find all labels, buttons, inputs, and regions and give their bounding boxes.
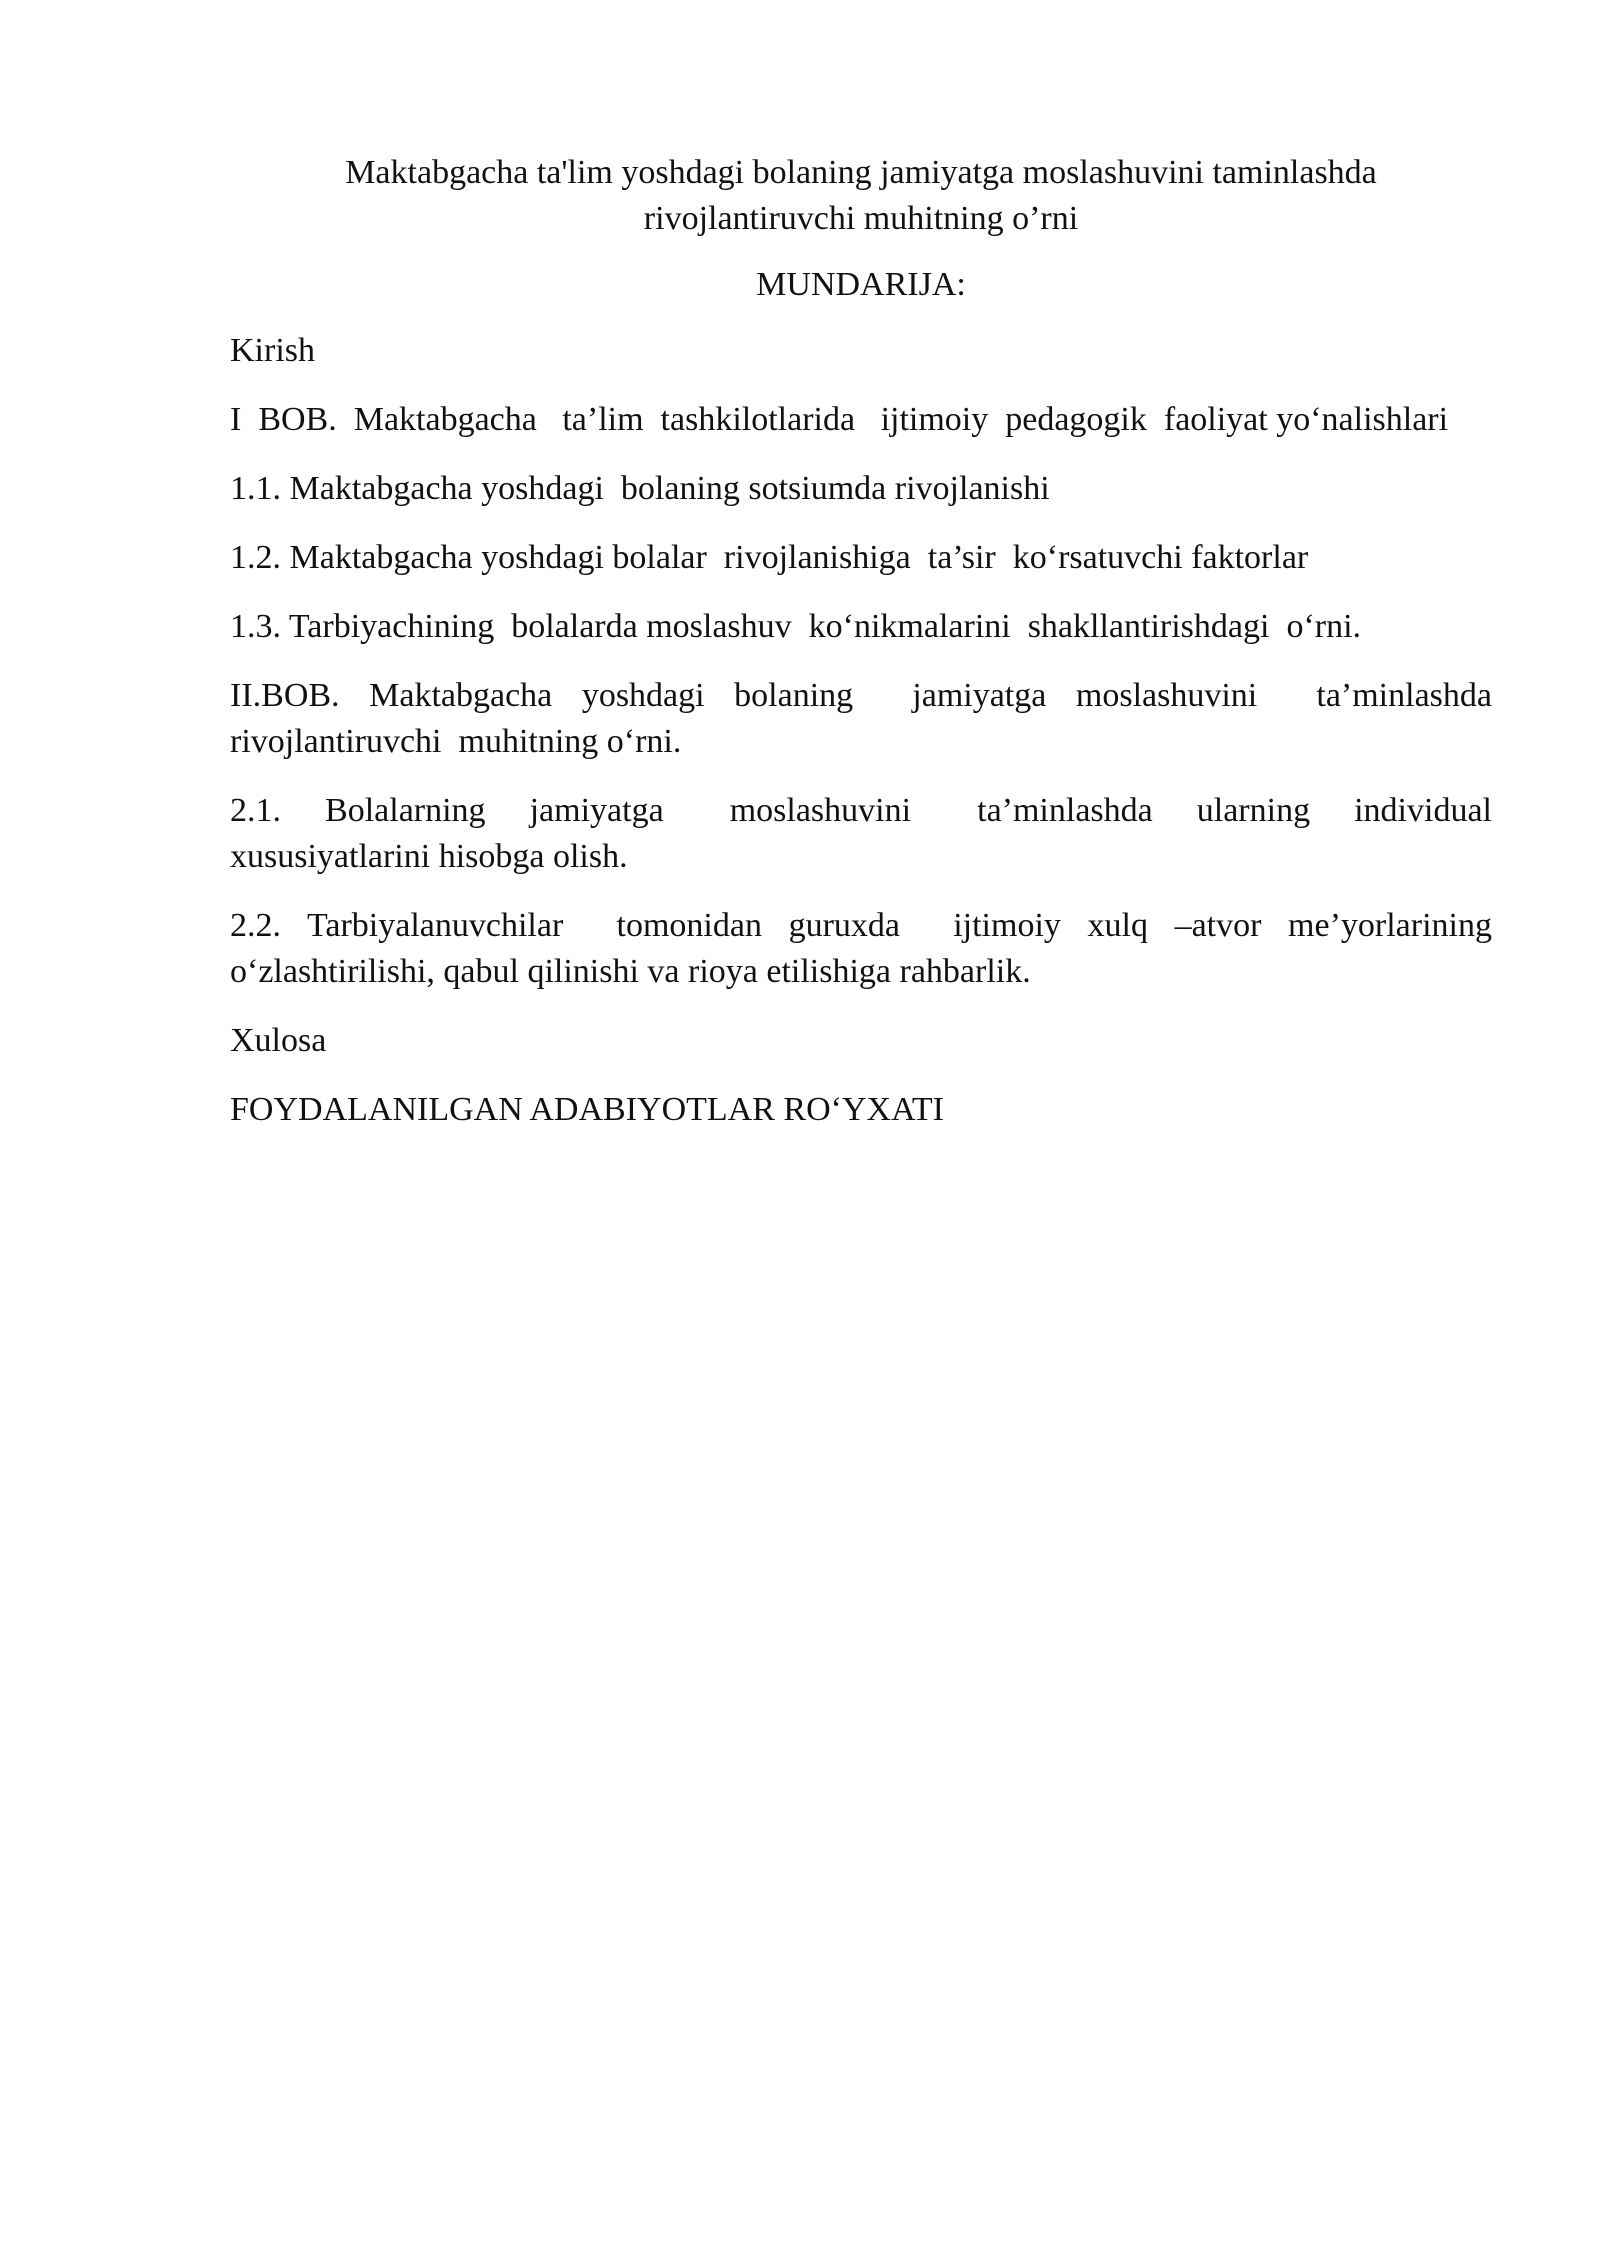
page-content bbox=[230, 150, 1501, 1156]
toc-heading: MUNDARIJA: bbox=[756, 266, 966, 303]
toc-item-conclusion: Xulosa bbox=[230, 1022, 327, 1059]
document-title-line-2: rivojlantiruvchi muhitning o’rni bbox=[643, 200, 1079, 237]
table-of-contents bbox=[230, 328, 1501, 1133]
toc-item-section-1-3: 1.3. Tarbiyachining bolalarda moslashuv ko‘nikmalarini shakllantirishdagi o‘rni. bbox=[230, 608, 1362, 645]
toc-item-chapter-2: II.BOB. Maktabgacha yoshdagi bolaning jamiyatga moslashuvini ta’minlashda rivojlantiruvchi muhitning o‘rni. bbox=[230, 677, 1501, 760]
toc-item-introduction: Kirish bbox=[230, 332, 315, 369]
toc-item-section-2-2: 2.2. Tarbiyalanuvchilar tomonidan guruxda ijtimoiy xulq –atvor me’yorlarining o‘zlashtirilishi, qabul qilinishi va rioya etilishiga rahbarlik. bbox=[230, 907, 1501, 990]
document-title bbox=[230, 150, 1492, 242]
toc-item-section-1-2: 1.2. Maktabgacha yoshdagi bolalar rivojlanishiga ta’sir ko‘rsatuvchi faktorlar bbox=[230, 539, 1309, 576]
toc-item-section-1-1: 1.1. Maktabgacha yoshdagi bolaning sotsiumda rivojlanishi bbox=[230, 470, 1050, 507]
document-title-line-1: Maktabgacha ta'lim yoshdagi bolaning jamiyatga moslashuvini taminlashda bbox=[345, 154, 1377, 191]
toc-item-references: FOYDALANILGAN ADABIYOTLAR RO‘YXATI bbox=[230, 1091, 944, 1128]
toc-item-chapter-1: I BOB. Maktabgacha ta’lim tashkilotlarida ijtimoiy pedagogik faoliyat yo‘nalishlari bbox=[230, 401, 1449, 438]
toc-item-section-2-1: 2.1. Bolalarning jamiyatga moslashuvini ta’minlashda ularning individual xususiyatlarini hisobga olish. bbox=[230, 792, 1501, 875]
